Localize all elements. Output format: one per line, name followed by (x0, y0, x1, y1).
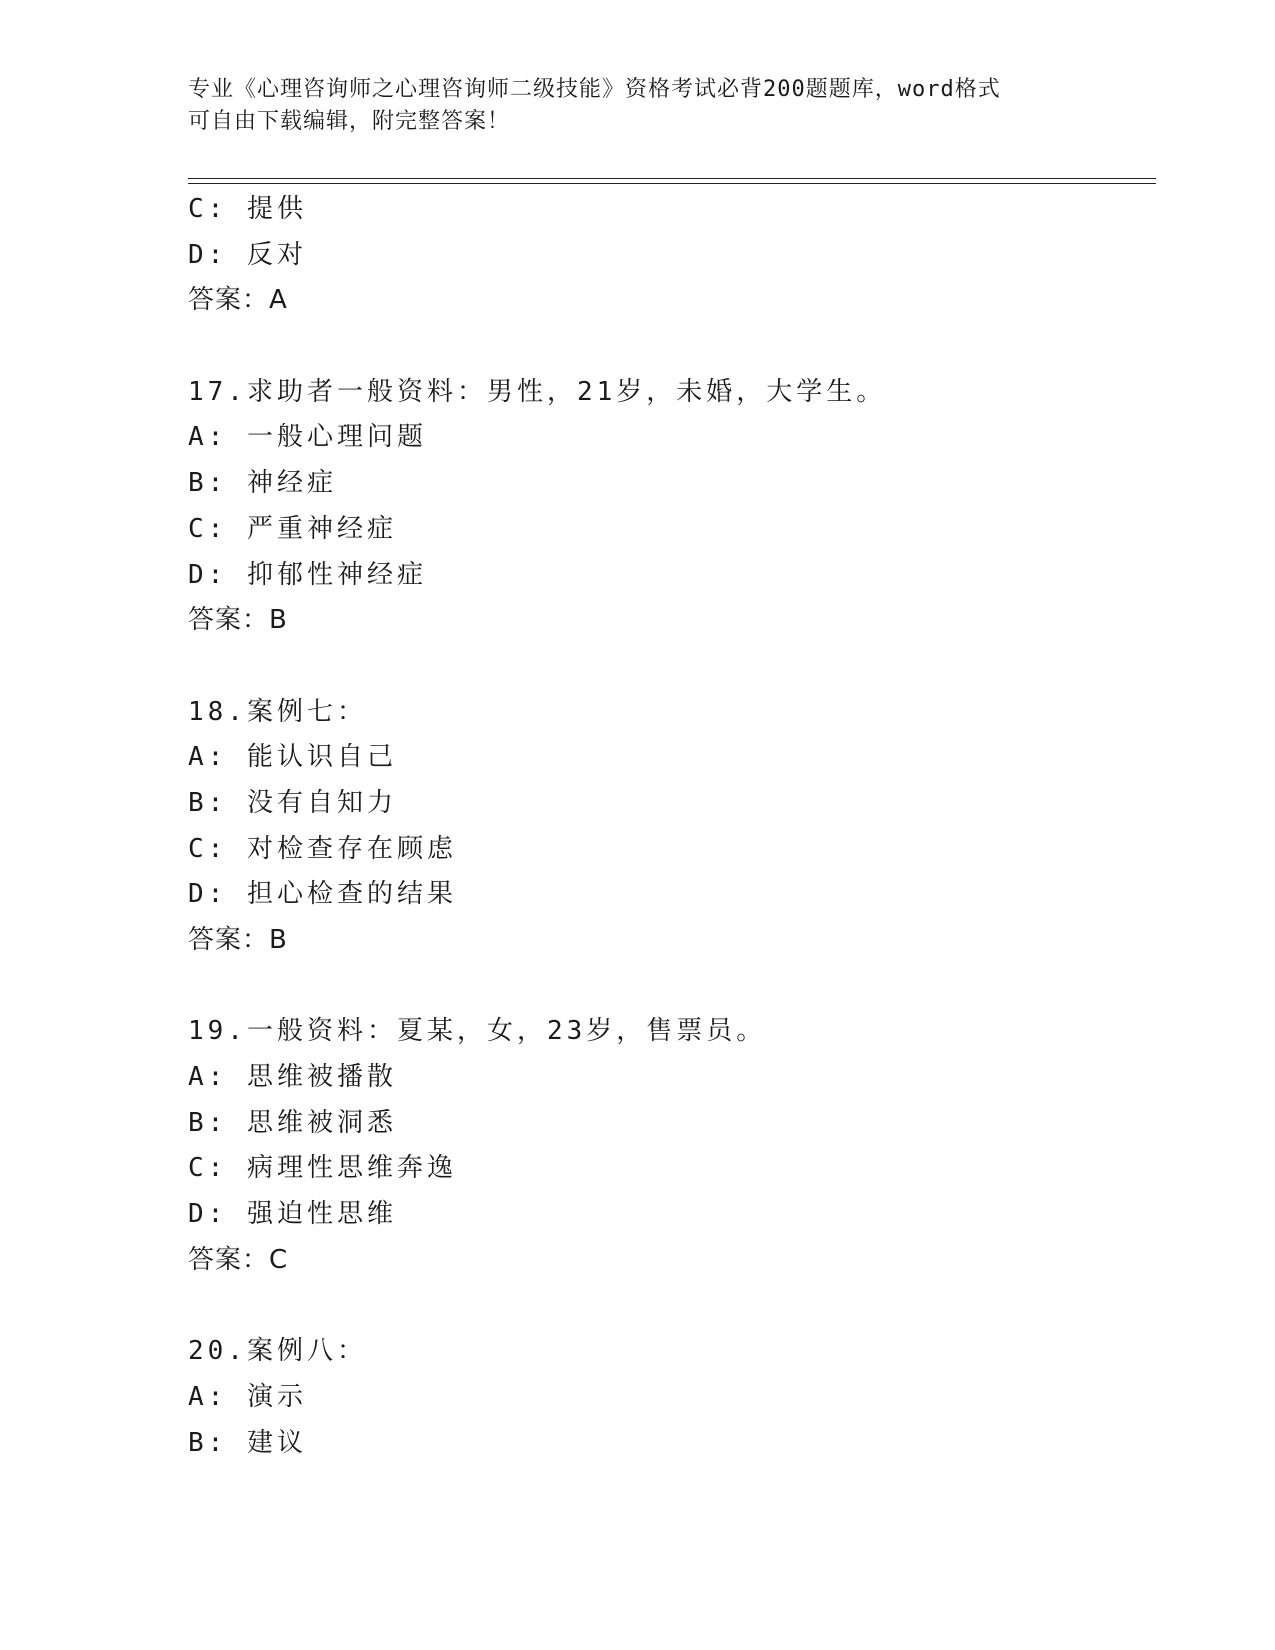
header-divider-bottom (188, 183, 1156, 184)
answer-line: 答案：B (188, 925, 288, 955)
answer-line: 答案：A (188, 285, 288, 316)
header-title-line-1: 专业《心理咨询师之心理咨询师二级技能》资格考试必背200题题库，word格式 (188, 77, 1001, 102)
option-c: C: 对检查存在顾虑 (188, 833, 457, 864)
option-c: C: 病理性思维奔逸 (188, 1153, 457, 1184)
header-divider-top (188, 178, 1156, 179)
option-b: B: 思维被洞悉 (188, 1107, 397, 1138)
option-a: A: 演示 (188, 1381, 307, 1412)
question-stem-19: 19.一般资料：夏某，女，23岁，售票员。 (188, 1016, 767, 1047)
option-d: D: 强迫性思维 (188, 1199, 397, 1230)
option-c: C: 提供 (188, 194, 307, 224)
option-a: A: 能认识自己 (188, 742, 397, 773)
option-b: B: 没有自知力 (188, 787, 397, 818)
header-title-line-2: 可自由下载编辑，附完整答案！ (188, 109, 511, 134)
option-d: D: 反对 (188, 239, 307, 270)
spacer (188, 644, 1148, 690)
option-d: D: 担心检查的结果 (188, 879, 457, 910)
answer-line: 答案：C (188, 1244, 289, 1275)
spacer (188, 1284, 1148, 1330)
spacer (188, 964, 1148, 1010)
option-a: A: 思维被播散 (188, 1062, 397, 1093)
question-stem-17: 17.求助者一般资料：男性，21岁，未婚，大学生。 (188, 376, 887, 407)
option-b: B: 神经症 (188, 468, 337, 499)
question-stem-18: 18.案例七： (188, 696, 367, 727)
spacer (188, 324, 1148, 370)
document-header (188, 74, 1088, 138)
option-d: D: 抑郁性神经症 (188, 559, 427, 590)
option-c: C: 严重神经症 (188, 513, 397, 544)
option-a: A: 一般心理问题 (188, 422, 427, 453)
question-stem-20: 20.案例八： (188, 1336, 367, 1367)
answer-line: 答案：B (188, 605, 288, 636)
option-b: B: 建议 (188, 1427, 307, 1458)
question-list (188, 187, 1148, 1466)
